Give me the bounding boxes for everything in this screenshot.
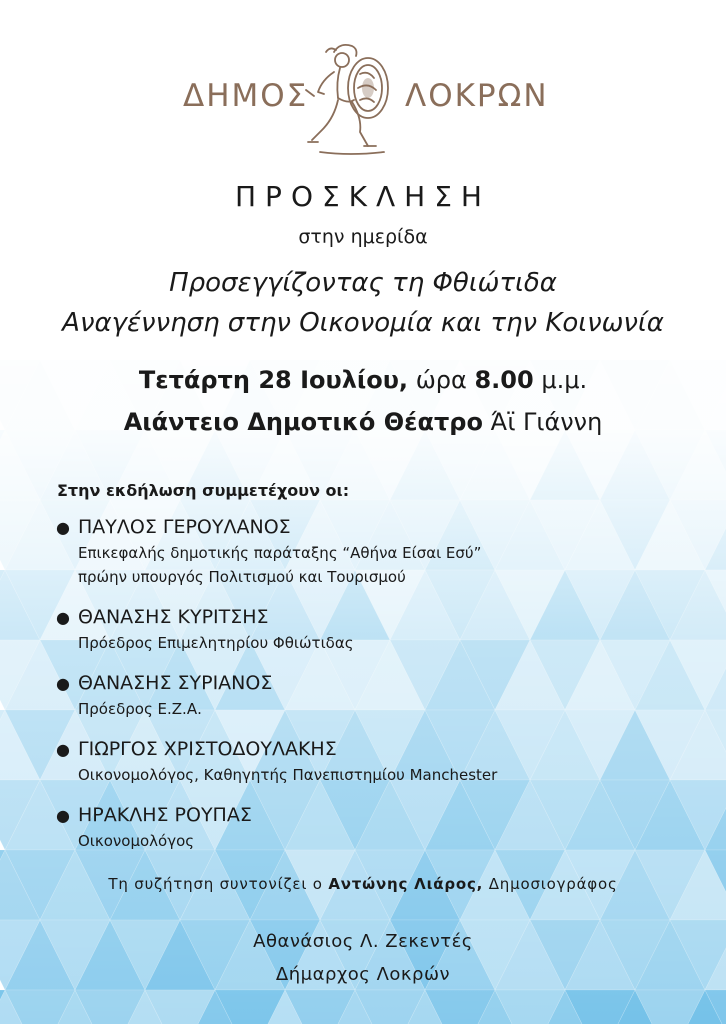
event-day: Τετάρτη 28 Ιουλίου, — [138, 366, 409, 394]
bullet-icon: ● — [56, 674, 70, 693]
list-item — [56, 604, 696, 655]
participant-name: ΠΑΥΛΟΣ ΓΕΡΟΥΛΑΝΟΣ — [78, 516, 291, 538]
bullet-icon: ● — [56, 608, 70, 627]
logo-text-left: ΔΗΜΟΣ — [183, 78, 309, 114]
event-venue-place: Άϊ Γιάννη — [490, 408, 603, 436]
event-venue-name: Αιάντειο Δημοτικό Θέατρο — [123, 408, 483, 436]
logo-text-right: ΛΟΚΡΩΝ — [405, 78, 549, 114]
event-time-label: ώρα — [415, 366, 467, 394]
participants-list — [56, 514, 696, 868]
invitation-subtitle: στην ημερίδα — [298, 226, 428, 248]
participant-name: ΓΙΩΡΓΟΣ ΧΡΙΣΤΟΔΟΥΛΑΚΗΣ — [78, 738, 337, 760]
topic-line-1: Προσεγγίζοντας τη Φθιώτιδα — [169, 268, 557, 298]
signature-name: Αθανάσιος Λ. Ζεκεντές — [253, 931, 473, 952]
event-time-suffix: μ.μ. — [541, 366, 588, 394]
moderator-line — [0, 875, 726, 893]
signature-title: Δήμαρχος Λοκρών — [275, 964, 451, 985]
bullet-icon: ● — [56, 806, 70, 825]
list-item — [56, 670, 696, 721]
event-time: 8.00 — [474, 366, 534, 394]
participant-role: πρώην υπουργός Πολιτισμού και Τουρισμού — [78, 568, 406, 586]
invitation-title: ΠΡΟΣΚΛΗΣΗ — [235, 180, 491, 213]
participant-role: Πρόεδρος Επιμελητηρίου Φθιώτιδας — [78, 634, 354, 652]
participant-name: ΗΡΑΚΛΗΣ ΡΟΥΠΑΣ — [78, 804, 252, 826]
warrior-with-shield-icon — [294, 38, 406, 158]
participant-name: ΘΑΝΑΣΗΣ ΚΥΡΙΤΣΗΣ — [78, 606, 269, 628]
list-item — [56, 736, 696, 787]
moderator-prefix: Τη συζήτηση συντονίζει ο — [108, 875, 323, 893]
participant-name: ΘΑΝΑΣΗΣ ΣΥΡΙΑΝΟΣ — [78, 672, 273, 694]
list-item — [56, 514, 696, 589]
event-venue — [0, 408, 726, 436]
municipality-logo — [0, 38, 726, 158]
participant-role: Επικεφαλής δημοτικής παράταξης “Αθήνα Είσαι Εσύ” — [78, 544, 482, 562]
bullet-icon: ● — [56, 740, 70, 759]
bullet-icon: ● — [56, 518, 70, 537]
participant-role: Οικονομολόγος, Καθηγητής Πανεπιστημίου Manchester — [78, 766, 498, 784]
participant-role: Πρόεδρος Ε.Ζ.Α. — [78, 700, 202, 718]
participants-heading: Στην εκδήλωση συμμετέχουν οι: — [57, 481, 350, 500]
event-datetime — [0, 366, 726, 394]
list-item — [56, 802, 696, 853]
moderator-role: Δημοσιογράφος — [488, 875, 618, 893]
moderator-name: Αντώνης Λιάρος, — [328, 875, 484, 893]
topic-line-2: Αναγέννηση στην Οικονομία και την Κοινωνία — [62, 308, 664, 338]
participant-role: Οικονομολόγος — [78, 832, 195, 850]
